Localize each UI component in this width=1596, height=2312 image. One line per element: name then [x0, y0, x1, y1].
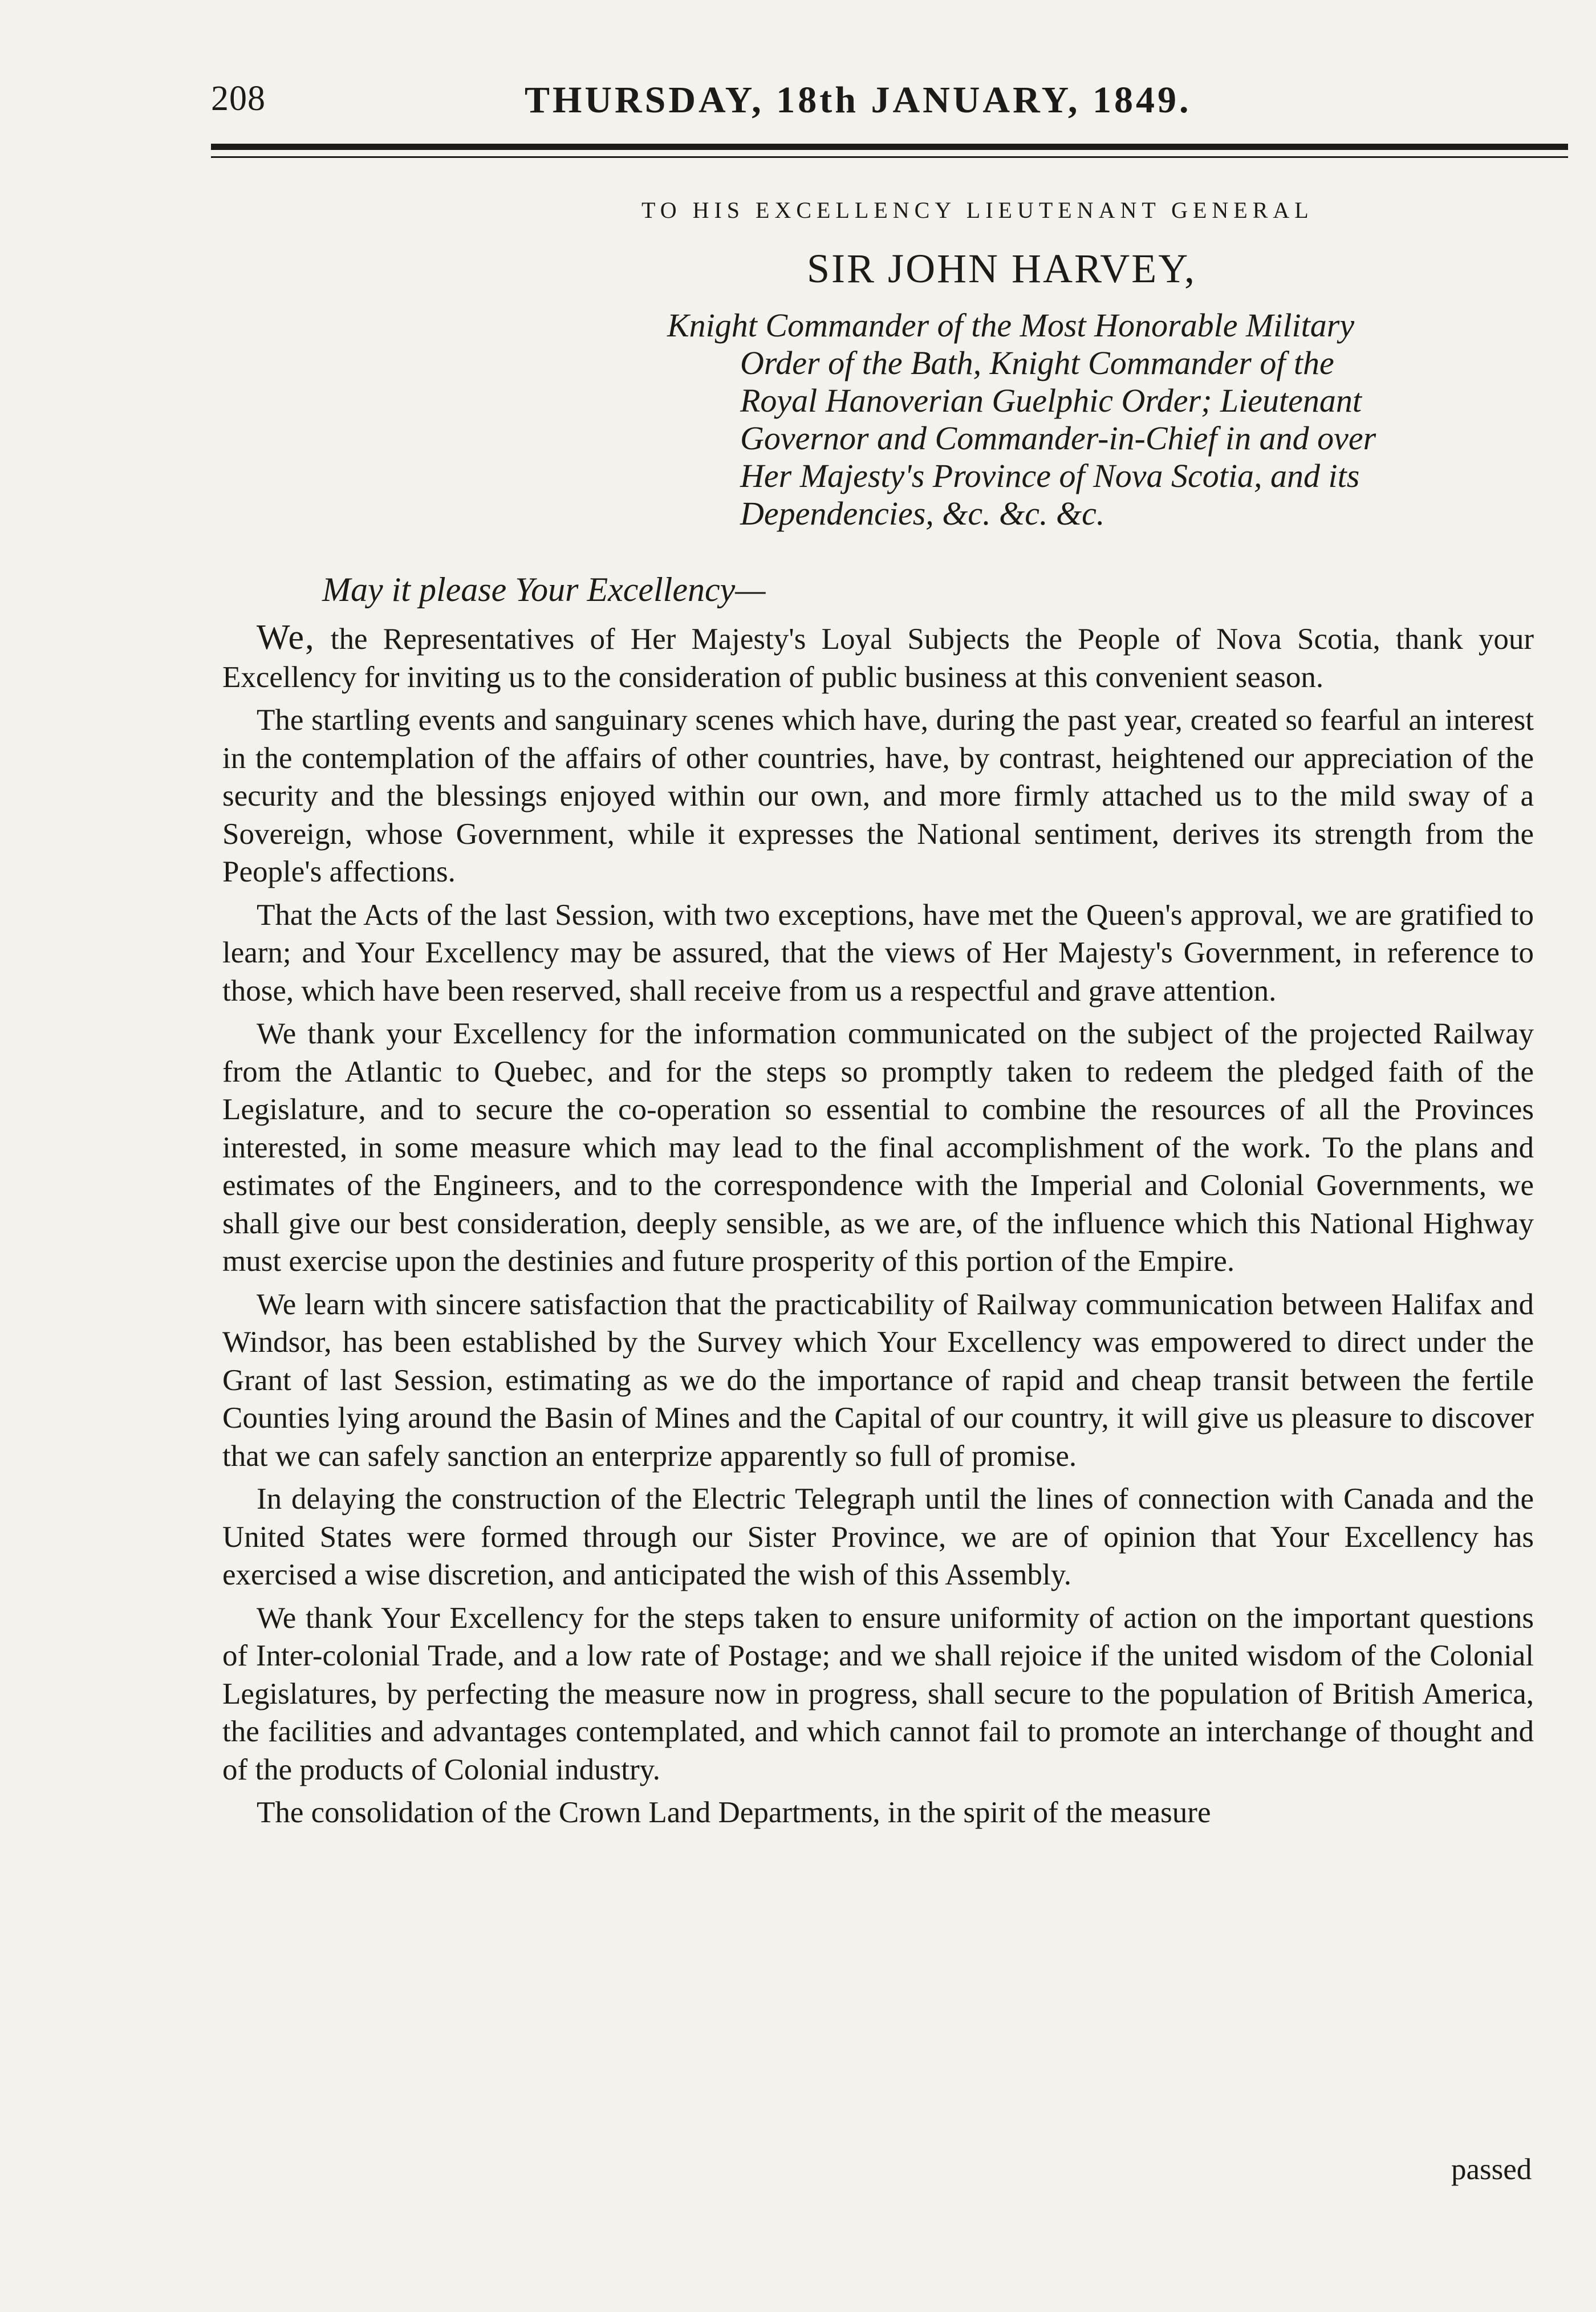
paragraph: We thank Your Excellency for the steps taken to ensure uniformity of action on the important questions of Inter-colonial Trade, and a low rate of Postage; and we shall rejoice if the united wisdom of the Colonial Legislatures, by perfecting the measure now in progress, shall secure to the population of British America, the facilities and advantages contemplated, and which cannot fail to promote an interchange of thought and of the products of Colonial industry. [222, 1601, 1534, 1786]
paragraph: We thank your Excellency for the information communicated on the subject of the projected Railway from the Atlantic to Quebec, and for the steps so promptly taken to redeem the pledged faith of the Legislature, and to secure the co-operation so essential to combine the resources of all the Provinces interested, in some measure which may lead to the final accomplishment of the work. To the plans and estimates of the Engineers, and to the correspondence with the Imperial and Colonial Governments, we shall give our best consideration, deeply sensible, as we are, of the influence which this National Highway must exercise upon the destinies and future prosperity of this portion of the Empire. [222, 1017, 1534, 1278]
salutation: May it please Your Excellency— [322, 571, 766, 608]
address-titles [667, 307, 1545, 533]
paragraph: The startling events and sanguinary scenes which have, during the past year, created so fearful an interest in the contemplation of the affairs of other countries, have, by contrast, heightened our appreciation of the security and the blessings enjoyed within our own, and more firmly attached us to the mild sway of a Sovereign, whose Government, while it expresses the National sentiment, derives its strength from the People's affections. [222, 704, 1534, 888]
paragraph: That the Acts of the last Session, with two exceptions, have met the Queen's approval, we are gratified to learn; and Your Excellency may be assured, that the views of Her Majesty's Government, in reference to those, which have been reserved, shall receive from us a respectful and grave attention. [222, 898, 1534, 1007]
title-line: Dependencies, &c. &c. &c. [740, 495, 1105, 532]
paragraph [222, 619, 1534, 696]
title-line: Royal Hanoverian Guelphic Order; Lieutenant [740, 382, 1362, 419]
title-line: Knight Commander of the Most Honorable Military [667, 307, 1355, 344]
paragraph: We learn with sincere satisfaction that the practicability of Railway communication between Halifax and Windsor, has been established by the Survey which Your Excellency was empowered to direct under the Grant of last Session, estimating as we do the importance of rapid and cheap transit between the fertile Counties lying around the Basin of Mines and the Capital of our country, it will give us pleasure to discover that we can safely sanction an enterprize apparently so full of promise. [222, 1287, 1534, 1473]
address-to-line: TO HIS EXCELLENCY LIEUTENANT GENERAL [641, 197, 1314, 223]
header-rule-thin [211, 156, 1568, 158]
address-name: SIR JOHN HARVEY, [807, 246, 1196, 291]
running-head [211, 79, 1568, 130]
paragraph-text: the Representatives of Her Majesty's Loyal Subjects the People of Nova Scotia, thank your Excellency for inviting us to the consideration of public business at this convenient season. [222, 623, 1534, 694]
title-line: Order of the Bath, Knight Commander of the [740, 344, 1334, 381]
page-number: 208 [211, 79, 266, 118]
address-body [222, 619, 1534, 1837]
opening-word: We, [257, 618, 315, 657]
header-rule-thick [211, 144, 1568, 150]
title-line: Her Majesty's Province of Nova Scotia, and its [740, 457, 1360, 494]
catchword: passed [1451, 2153, 1532, 2186]
title-line: Governor and Commander-in-Chief in and over [740, 420, 1376, 457]
paragraph: In delaying the construction of the Electric Telegraph until the lines of connection with Canada and the United States were formed through our Sister Province, we are of opinion that Your Excellency has exercised a wise discretion, and anticipated the wish of this Assembly. [222, 1482, 1534, 1591]
paragraph: The consolidation of the Crown Land Departments, in the spirit of the measure [257, 1796, 1211, 1829]
date-line: THURSDAY, 18th JANUARY, 1849. [525, 79, 1192, 121]
